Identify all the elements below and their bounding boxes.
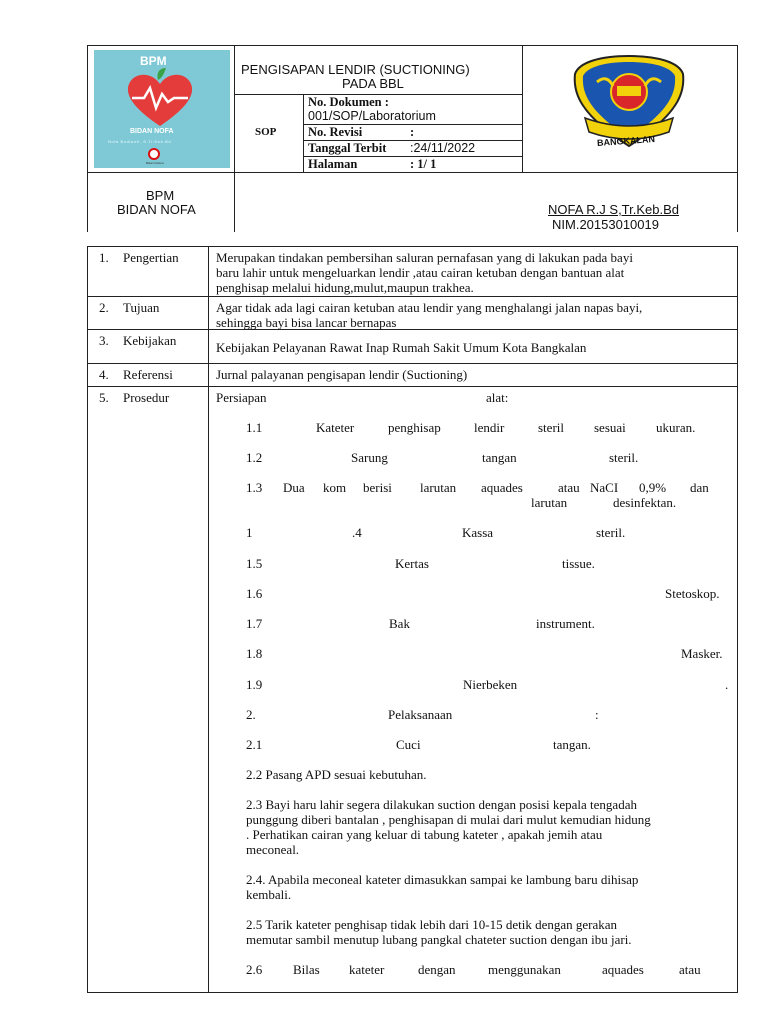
- step-word: tissue.: [562, 556, 595, 571]
- step-word: Kassa: [462, 525, 494, 540]
- logo-tagline: Nofa Budianti, S.Tr.Keb.Bd: [108, 139, 172, 144]
- bidan-delima-icon: [148, 148, 160, 160]
- step-number: 1.2: [246, 450, 263, 465]
- header-border-right: [737, 45, 738, 232]
- doc-title-line1: PENGISAPAN LENDIR (SUCTIONING): [241, 62, 470, 77]
- step-word: larutan: [420, 480, 457, 495]
- step-word: berisi: [363, 480, 392, 495]
- table-top-border: [87, 246, 738, 247]
- header-border-left: [87, 45, 88, 232]
- header-sop-divider: [303, 94, 304, 172]
- step-word: Kertas: [395, 556, 429, 571]
- table-left-border: [87, 246, 88, 993]
- step-number: 2.6: [246, 962, 263, 977]
- doc-title-line2: PADA BBL: [342, 76, 404, 91]
- step-paragraph-line: 2.5 Tarik kateter penghisap tidak lebih dari 10-15 detik dengan gerakan: [246, 917, 618, 932]
- step-paragraph-line: punggung diberi bantalan , penghisapan di mulai dari mulut kemudian hidung: [246, 812, 651, 827]
- step-word: kateter: [349, 962, 385, 977]
- revision-colon: :: [410, 125, 415, 139]
- step-word: instrument.: [536, 616, 595, 631]
- step-number: 1.1: [246, 420, 263, 435]
- step-word: dan: [690, 480, 709, 495]
- step-word: aquades: [481, 480, 523, 495]
- row-label-kebijakan: Kebijakan: [123, 333, 177, 348]
- org-name-line1: BPM: [146, 188, 175, 203]
- referensi-line: Jurnal palayanan pengisapan lendir (Suctioning): [216, 367, 468, 382]
- logo-small-caption: Bidan Delima: [146, 161, 164, 165]
- header-col2-divider: [522, 45, 523, 173]
- row-number: 2.: [99, 300, 109, 315]
- logo-brand-bottom: BIDAN NOFA: [130, 128, 174, 135]
- row-divider-2: [87, 329, 738, 330]
- step-number: 1.9: [246, 677, 263, 692]
- step-word: steril.: [596, 525, 626, 540]
- header-border-mid: [87, 172, 738, 173]
- pengertian-line: penghisap melalui hidung,mulut,maupun trakhea.: [216, 280, 474, 295]
- step-paragraph-line: . Perhatikan cairan yang keluar di tabung kateter , apakah jemih atau: [246, 827, 603, 842]
- step-word: Masker.: [681, 646, 723, 661]
- step-paragraph-line: memutar sambil menutup lubang pangkal chateter suction dengan ibu jari.: [246, 932, 632, 947]
- table-right-border: [737, 246, 738, 993]
- step-number: 1.5: [246, 556, 263, 571]
- step-word: Nierbeken: [463, 677, 518, 692]
- step-paragraph-line: kembali.: [246, 887, 292, 902]
- step-word: 0,9%: [639, 480, 667, 495]
- pengertian-line: Merupakan tindakan pembersihan saluran pernafasan yang di lakukan pada bayi: [216, 250, 633, 265]
- row-number: 3.: [99, 333, 109, 348]
- table-col-divider: [208, 246, 209, 993]
- step-word: atau: [558, 480, 580, 495]
- step-paragraph: 2.2 Pasang APD sesuai kebutuhan.: [246, 767, 427, 782]
- revision-label: No. Revisi: [308, 125, 363, 139]
- step-word: Pelaksanaan: [388, 707, 453, 722]
- step-number: 1.6: [246, 586, 263, 601]
- header-col1-divider: [234, 45, 235, 232]
- step-number: 1.8: [246, 646, 263, 661]
- step-word: lendir: [474, 420, 505, 435]
- step-paragraph-line: 2.3 Bayi haru lahir segera dilakukan suction dengan posisi kepala tengadah: [246, 797, 637, 812]
- step-number: 1: [246, 525, 253, 540]
- page-label: Halaman: [308, 157, 358, 171]
- step-word: steril: [538, 420, 564, 435]
- step-word: .4: [352, 525, 362, 540]
- step-number: 2.: [246, 707, 256, 722]
- step-word: Bak: [389, 616, 410, 631]
- step-word: sesuai: [594, 420, 626, 435]
- doc-number-value: 001/SOP/Laboratorium: [308, 109, 436, 123]
- crest-banner: BANGKALAN: [596, 133, 656, 149]
- step-word: atau: [679, 962, 701, 977]
- row-label-prosedur: Prosedur: [123, 390, 170, 405]
- doc-number-label: No. Dokumen :: [308, 95, 389, 109]
- row-number: 4.: [99, 367, 109, 382]
- step-word: ukuran.: [656, 420, 696, 435]
- step-word: menggunakan: [488, 962, 561, 977]
- date-label: Tanggal Terbit: [308, 141, 387, 155]
- row-number: 5.: [99, 390, 109, 405]
- tujuan-line: sehingga bayi bisa lancar bernapas: [216, 315, 397, 330]
- step-word: Sarung: [351, 450, 388, 465]
- step-number: 1.3: [246, 480, 263, 495]
- row-number: 1.: [99, 250, 109, 265]
- step-word: .: [725, 677, 729, 692]
- step-word: :: [595, 707, 599, 722]
- step-word: kom: [323, 480, 347, 495]
- step-word: Kateter: [316, 420, 355, 435]
- step-paragraph-line: meconeal.: [246, 842, 300, 857]
- sop-label: SOP: [255, 126, 277, 138]
- step-word: aquades: [602, 962, 644, 977]
- row-label-tujuan: Tujuan: [123, 300, 160, 315]
- step-number: 1.7: [246, 616, 263, 631]
- step-word: desinfektan.: [613, 495, 677, 510]
- page-value: : 1/ 1: [410, 157, 437, 171]
- step-word: larutan: [531, 495, 568, 510]
- signer-name: NOFA R.J S,Tr.Keb.Bd: [548, 202, 680, 217]
- step-word: Stetoskop.: [665, 586, 720, 601]
- header-border-top: [87, 45, 738, 46]
- row-divider-1: [87, 296, 738, 297]
- step-word: dengan: [418, 962, 456, 977]
- step-word: tangan: [482, 450, 517, 465]
- persiapan-colon: alat:: [486, 390, 509, 405]
- step-word: penghisap: [388, 420, 441, 435]
- step-paragraph-line: 2.4. Apabila meconeal kateter dimasukkan sampai ke lambung baru dihisap: [246, 872, 639, 887]
- bpm-logo: [94, 50, 230, 168]
- step-word: steril.: [609, 450, 639, 465]
- date-value: :24/11/2022: [410, 141, 476, 155]
- step-word: NaCI: [590, 480, 619, 495]
- kebijakan-line: Kebijakan Pelayanan Rawat Inap Rumah Sakit Umum Kota Bangkalan: [216, 340, 587, 355]
- row-divider-4: [87, 386, 738, 387]
- row-divider-3: [87, 363, 738, 364]
- row-label-pengertian: Pengertian: [123, 250, 179, 265]
- table-bottom-border: [87, 992, 738, 993]
- signer-nim: NIM.20153010019: [552, 217, 659, 232]
- step-word: Bilas: [293, 962, 320, 977]
- row-label-referensi: Referensi: [123, 367, 173, 382]
- step-word: Dua: [283, 480, 305, 495]
- org-name-line2: BIDAN NOFA: [117, 202, 196, 217]
- pengertian-line: baru lahir untuk mengeluarkan lendir ,atau cairan ketuban dengan bantuan alat: [216, 265, 625, 280]
- logo-brand-top: BPM: [140, 54, 167, 68]
- persiapan-label: Persiapan: [216, 390, 267, 405]
- step-word: Cuci: [396, 737, 421, 752]
- heart-apple-icon: [122, 66, 198, 130]
- step-number: 2.1: [246, 737, 263, 752]
- tujuan-line: Agar tidak ada lagi cairan ketuban atau lendir yang menghalangi jalan napas bayi,: [216, 300, 643, 315]
- step-word: tangan.: [553, 737, 591, 752]
